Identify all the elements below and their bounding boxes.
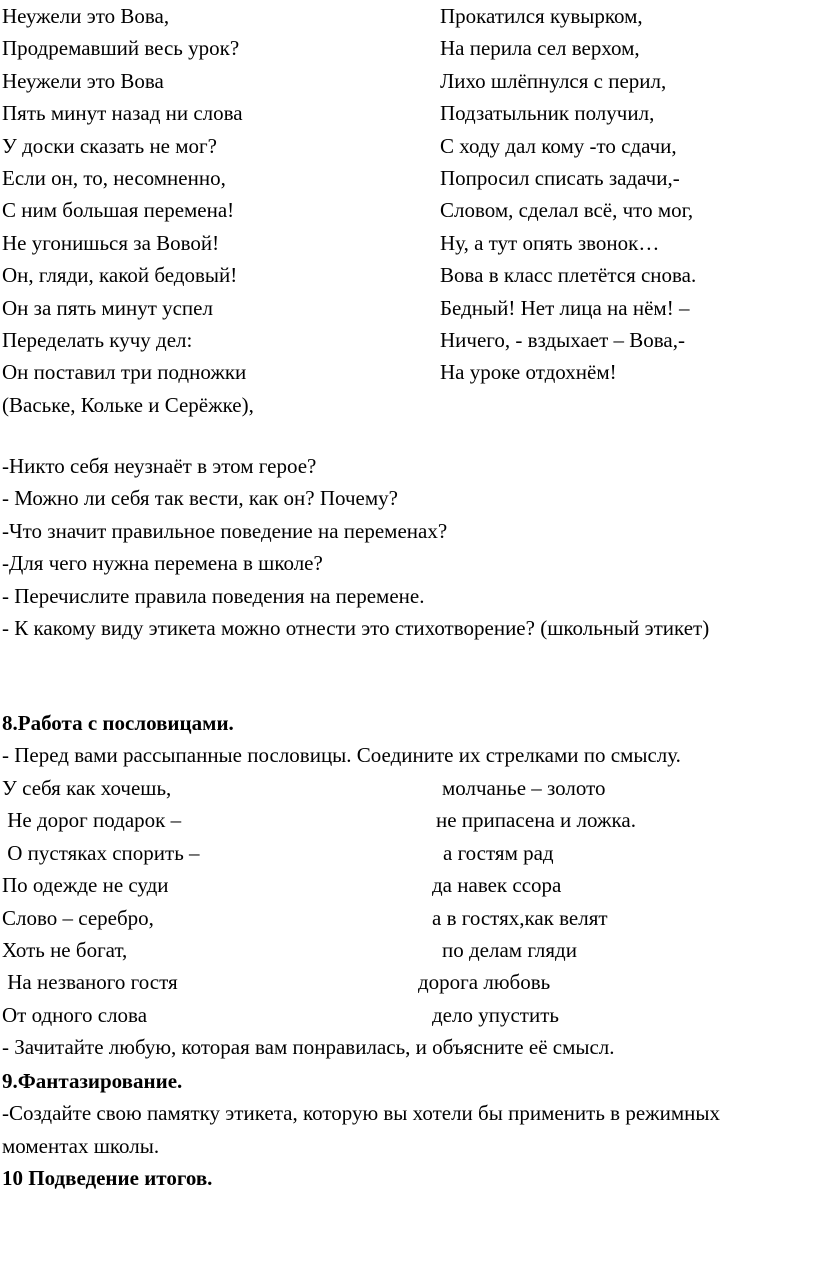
proverb-pairs [0,772,816,1031]
proverb-end: не припасена и ложка. [436,808,636,833]
poem-line: Попросил списать задачи,- [440,165,680,190]
proverb-start: О пустяках спорить – [2,840,200,865]
proverb-row [0,837,816,869]
proverb-start: На незваного гостя [2,970,178,995]
poem-line: Он поставил три подножки [2,360,247,385]
discussion-questions [2,450,802,644]
poem-line: Если он, то, несомненно, [2,165,226,190]
poem-line: Он, гляди, какой бедовый! [2,263,238,288]
poem-line: Он за пять минут успел [2,295,213,320]
poem-line: С ним большая перемена! [2,198,235,223]
proverb-end: а гостям рад [443,840,554,865]
poem-line: У доски сказать не мог? [2,133,217,158]
question-item: -Никто себя неузнаёт в этом герое? [2,454,317,478]
question-item: - Можно ли себя так вести, как он? Почему? [2,486,398,511]
question-item: - Перечислите правила поведения на перемене. [2,583,425,608]
poem-line: Ну, а тут опять звонок… [440,230,660,255]
poem-line: Лихо шлёпнулся с перил, [440,68,667,93]
proverb-start: Не дорог подарок – [2,808,182,833]
section-9 [2,1065,802,1162]
proverb-row [0,999,816,1031]
poem-line: Прокатился кувырком, [440,4,643,28]
proverb-row [0,934,816,966]
poem-line: С ходу дал кому -то сдачи, [440,133,677,158]
poem-line: Пять минут назад ни слова [2,101,243,126]
section-10-heading: 10 Подведение итогов. [2,1166,213,1190]
question-item: -Что значит правильное поведение на переменах? [2,518,448,543]
proverb-end: дорога любовь [418,970,551,995]
proverb-end: дело упустить [432,1002,559,1027]
question-item: - К какому виду этикета можно отнести это стихотворение? (школьный этикет) [2,616,710,641]
proverb-end: молчанье – золото [442,776,606,800]
poem-line: Словом, сделал всё, что мог, [440,198,694,223]
proverb-row [0,772,816,804]
poem-line: (Ваське, Кольке и Серёжке), [2,392,254,417]
proverb-followup: - Зачитайте любую, которая вам понравилась, и объясните её смысл. [2,1035,615,1059]
poem-line: Вова в класс плетётся снова. [440,263,697,288]
poem-line: На перила сел верхом, [440,36,640,61]
proverb-start: От одного слова [2,1002,148,1027]
proverb-end: по делам гляди [442,937,577,962]
section-8 [2,707,802,772]
proverb-row [0,966,816,998]
proverb-start: Хоть не богат, [2,937,128,962]
proverb-start: Слово – серебро, [2,905,154,930]
proverb-start: У себя как хочешь, [2,776,172,800]
poem-line: Переделать кучу дел: [2,327,193,352]
poem-line: Продремавший весь урок? [2,36,240,61]
question-item: -Для чего нужна перемена в школе? [2,551,323,576]
proverb-row [0,804,816,836]
poem-column-left [2,0,254,421]
poem-column-right [440,0,696,389]
section-9-heading: 9.Фантазирование. [2,1069,183,1093]
poem-line: Неужели это Вова [2,68,164,93]
proverb-row [0,902,816,934]
section-8-followup [2,1031,802,1063]
poem-line: Не угонишься за Вовой! [2,230,220,255]
section-8-instruction: - Перед вами рассыпанные пословицы. Соедините их стрелками по смыслу. [2,743,681,768]
proverb-end: а в гостях,как велят [432,905,608,930]
proverb-row [0,869,816,901]
section-9-text: -Создайте свою памятку этикета, которую вы хотели бы применить в режимных моментах школы. [2,1101,721,1158]
section-10 [2,1162,802,1194]
poem-line: Подзатыльник получил, [440,101,655,126]
poem-line: Бедный! Нет лица на нём! – [440,295,690,320]
proverb-start: По одежде не суди [2,873,169,898]
poem-line: Неужели это Вова, [2,4,170,28]
section-8-heading: 8.Работа с пословицами. [2,711,234,735]
proverb-end: да навек ссора [432,873,562,898]
poem-line: На уроке отдохнём! [440,360,617,385]
poem-line: Ничего, - вздыхает – Вова,- [440,327,685,352]
